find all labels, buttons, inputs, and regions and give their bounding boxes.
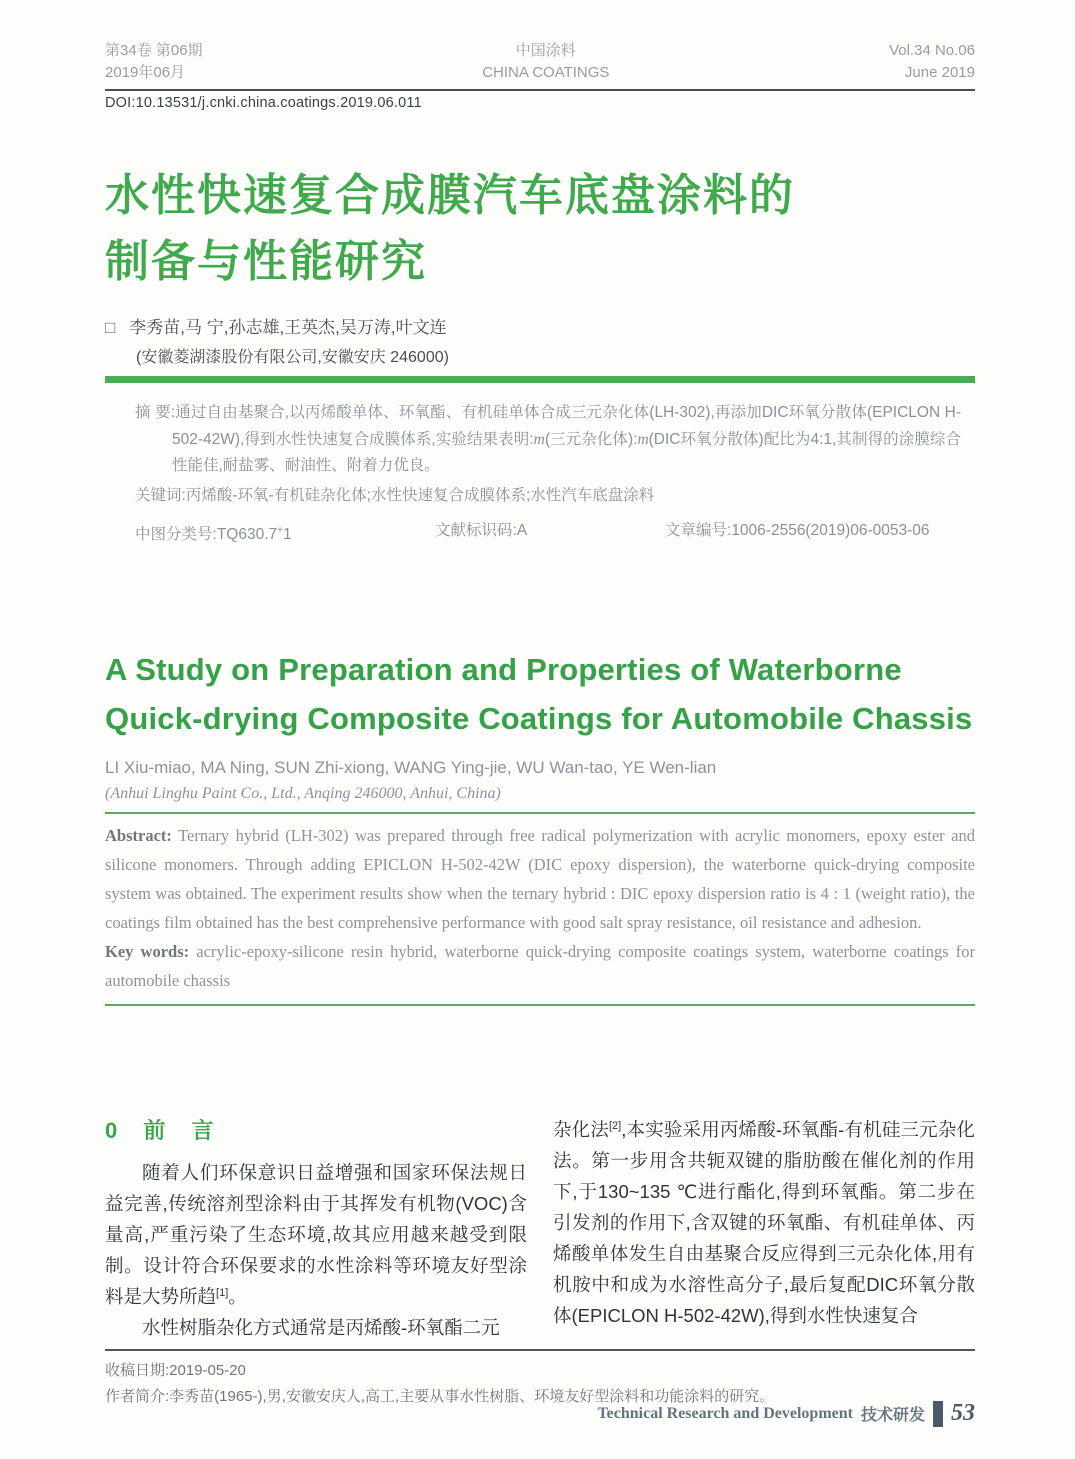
intro-paragraph-2: 水性树脂杂化方式通常是丙烯酸-环氧酯二元 — [142, 1316, 500, 1338]
article-title-en-line2: Quick-drying Composite Coatings for Automobile Chassis — [105, 700, 973, 736]
document-code-value: A — [516, 522, 528, 539]
abstract-bottom-rule — [105, 1004, 975, 1006]
volume-issue-en: Vol.34 No.06 — [889, 42, 975, 59]
clc-tail: 1 — [282, 526, 292, 544]
article-id-value: 1006-2556(2019)06-0053-06 — [731, 522, 930, 539]
reference-1: [1] — [216, 1286, 229, 1299]
keywords-zh: 丙烯酸-环氧-有机硅杂化体;水性快速复合成膜体系;水性汽车底盘涂料 — [185, 486, 655, 504]
article-id — [665, 518, 930, 549]
author-marker-square: □ — [105, 318, 116, 337]
intro-paragraph-2-continued — [553, 1114, 975, 1331]
abstract-zh-m2: m — [637, 430, 649, 448]
intro-paragraph-1-text: 随着人们环保意识日益增强和国家环保法规日益完善,传统溶剂型涂料由于其挥发有机物(VOC)含量高,严重污染了生态环境,故其应用越来越受到限制。设计符合环保要求的水性涂料等环境友好型涂料是大势所趋 — [105, 1161, 527, 1307]
page-number: 53 — [951, 1400, 975, 1426]
article-id-label: 文章编号: — [665, 522, 732, 539]
clc-value: TQ630.7 — [216, 526, 278, 544]
received-date-line — [105, 1358, 975, 1384]
document-code — [435, 518, 665, 549]
issue-date-en: June 2019 — [904, 64, 975, 81]
keywords-zh-label: 关键词: — [135, 486, 186, 504]
page-footer — [597, 1400, 975, 1427]
author-bio-value: 李秀苗(1965-),男,安徽安庆人,高工,主要从事水性树脂、环境友好型涂料和功能涂料的研究。 — [169, 1387, 775, 1405]
right-column-text: ,本实验采用丙烯酸-环氧酯-有机硅三元杂化法。第一步用含共轭双键的脂肪酸在催化剂的作用下,于130~135 ℃进行酯化,得到环氧酯。第二步在引发剂的作用下,含双键的环氧酯、有机硅单体、丙烯酸单体发生自由基聚合反应得到三元杂化体,用有机胺中和成为水溶性高分子,最后复配DIC环氧分散体(EPICLON H-502-42W),得到水性快速复合 — [553, 1118, 975, 1326]
abstract-en-label: Abstract: — [105, 825, 172, 845]
journal-header — [105, 40, 975, 91]
intro-paragraph-1-tail: 。 — [228, 1285, 247, 1307]
authors-zh: 李秀苗,马 宁,孙志雄,王英杰,吴万涛,叶文连 — [129, 318, 447, 337]
reference-2: [2] — [609, 1119, 622, 1132]
authors-en: LI Xiu-miao, MA Ning, SUN Zhi-xiong, WANG Ying-jie, WU Wan-tao, YE Wen-lian — [105, 757, 717, 777]
abstract-zh-seg3: (DIC环氧分散体)配比为4:1,其制得的涂膜综合性能佳,耐盐雾、耐油性、附着力优良。 — [172, 430, 961, 474]
classification-row — [135, 518, 961, 549]
doi-line: DOI:10.13531/j.cnki.china.coatings.2019.06.011 — [105, 95, 422, 111]
article-title-zh — [105, 163, 975, 295]
keywords-en-text: acrylic-epoxy-silicone resin hybrid, waterborne quick-drying composite coatings system, waterborne coatings for automobile chassis — [105, 941, 975, 990]
received-date-label: 收稿日期: — [105, 1361, 170, 1379]
journal-name-en: CHINA COATINGS — [482, 64, 610, 81]
divider-bar — [105, 376, 975, 383]
clc-number — [135, 518, 435, 549]
abstract-zh-seg2: (三元杂化体): — [544, 430, 638, 448]
abstract-en-paragraph — [105, 821, 975, 937]
article-title-zh-line2: 制备与性能研究 — [105, 237, 427, 286]
clc-superscript: + — [277, 525, 283, 536]
header-center — [482, 40, 609, 84]
keywords-en-label: Key words: — [105, 941, 190, 961]
abstract-en-block — [105, 821, 975, 995]
document-code-label: 文献标识码: — [435, 522, 517, 539]
clc-label: 中图分类号: — [135, 526, 217, 544]
issue-date-zh: 2019年06月 — [105, 64, 186, 81]
intro-paragraph-1 — [105, 1157, 527, 1312]
authors-zh-row — [105, 313, 975, 338]
body-right-column — [553, 1114, 975, 1343]
abstract-zh-m1: m — [533, 430, 545, 448]
article-title-zh-line1: 水性快速复合成膜汽车底盘涂料的 — [105, 171, 795, 220]
abstract-zh-paragraph — [135, 400, 961, 480]
article-title-en-line1: A Study on Preparation and Properties of Waterborne — [105, 651, 902, 687]
article-body — [105, 1114, 975, 1343]
header-right — [889, 40, 975, 84]
abstract-zh-label: 摘 要: — [135, 404, 176, 421]
abstract-top-rule — [105, 812, 975, 814]
volume-issue-zh: 第34卷 第06期 — [105, 42, 203, 59]
article-title-en — [105, 645, 975, 743]
footer-section-en: Technical Research and Development — [597, 1404, 853, 1422]
keywords-zh-row — [135, 483, 961, 510]
header-left — [105, 40, 203, 84]
affiliation-en: (Anhui Linghu Paint Co., Ltd., Anqing 246000, Anhui, China) — [105, 784, 501, 802]
abstract-zh-block — [105, 400, 975, 549]
footer-section-zh: 技术研发 — [860, 1407, 925, 1424]
right-column-start: 杂化法 — [553, 1118, 609, 1140]
section-heading-intro: 0 前 言 — [105, 1117, 219, 1143]
abstract-zh-seg1: 通过自由基聚合,以丙烯酸单体、环氧酯、有机硅单体合成三元杂化体(LH-302),再添加DIC环氧分散体(EPICLON H-502-42W),得到水性快速复合成膜体系,实验结果表明: — [172, 404, 961, 448]
journal-name-zh: 中国涂料 — [515, 42, 576, 59]
page-number-divider — [933, 1401, 943, 1427]
keywords-en-paragraph — [105, 937, 975, 995]
body-left-column — [105, 1114, 527, 1343]
abstract-en-text: Ternary hybrid (LH-302) was prepared through free radical polymerization with acrylic monomers, epoxy ester and silicone monomers. Through adding EPICLON H-502-42W (DIC epoxy dispersion), the waterborne quick-drying composite system was obtained. The experiment results show when the ternary hybrid : DIC epoxy dispersion ratio is 4 : 1 (weight ratio), the coatings film obtained has the best comprehensive performance with good salt spray resistance, oil resistance and adhesion. — [105, 825, 975, 932]
affiliation-zh: (安徽菱湖漆股份有限公司,安徽安庆 246000) — [136, 349, 449, 366]
author-bio-label: 作者简介: — [105, 1387, 170, 1405]
received-date-value: 2019-05-20 — [169, 1361, 246, 1379]
